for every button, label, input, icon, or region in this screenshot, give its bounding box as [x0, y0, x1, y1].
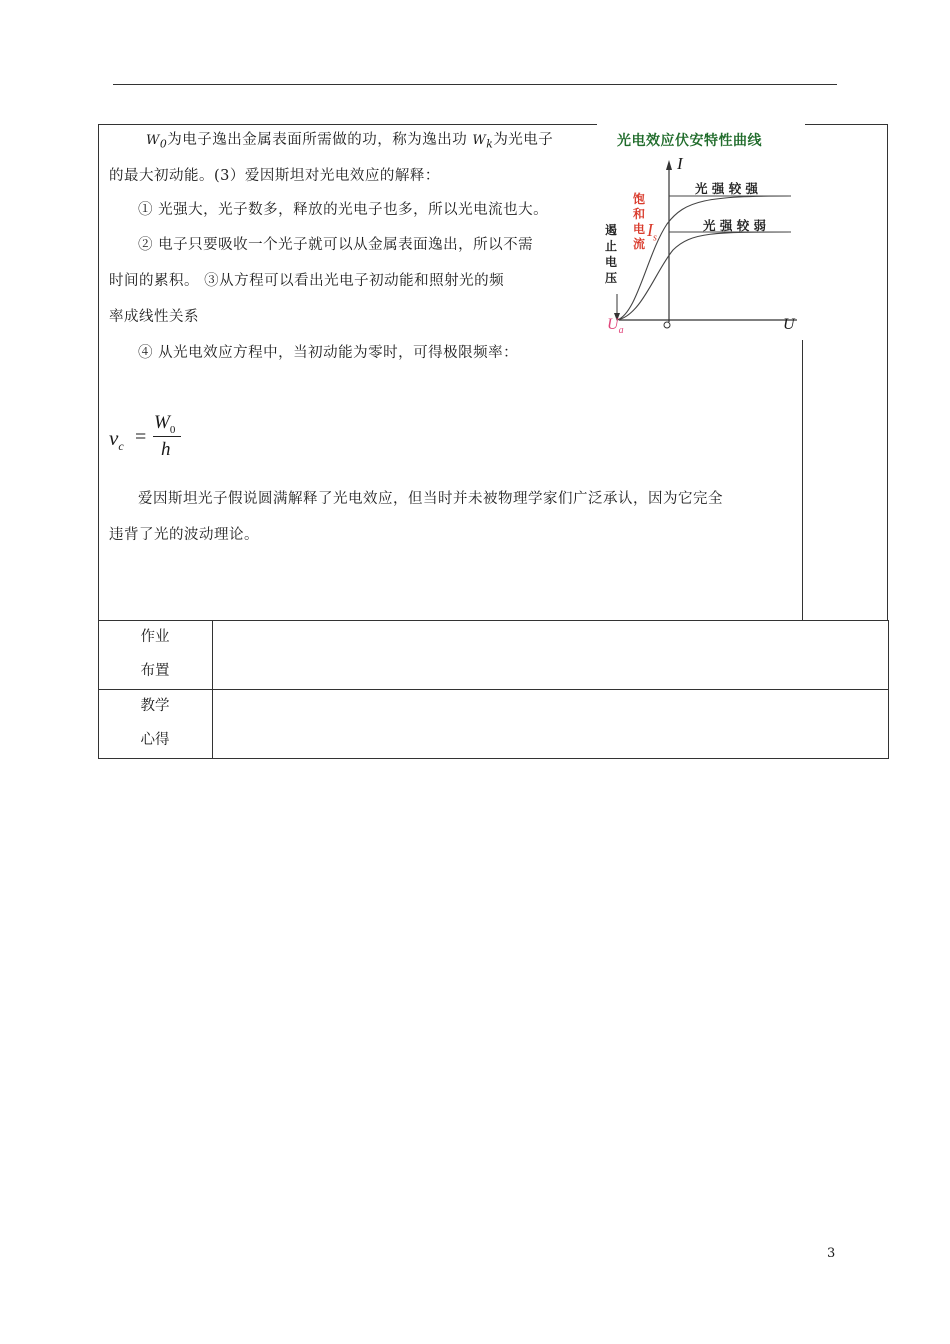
weak-light-label: 光 强 较 弱 [703, 218, 767, 233]
wk-symbol: $W_k$ [472, 133, 494, 151]
text-line-4: ② 电子只要吸收一个光子就可以从金属表面逸出，所以不需 [138, 237, 534, 253]
text-line-9: 违背了光的波动理论。 [109, 527, 259, 543]
text-line-6: 率成线性关系 [109, 309, 199, 325]
text-line-3: ① 光强大，光子数多，释放的光电子也多，所以光电流也大。 [138, 202, 549, 218]
saturation-symbol: $I_s$ [647, 220, 657, 244]
formula-denominator: h [161, 439, 171, 460]
content-inner-border [802, 340, 803, 620]
voltage-axis-label: U [783, 316, 795, 333]
y-axis-arrow [666, 160, 672, 170]
header-rule [113, 84, 837, 85]
fraction-bar [153, 436, 181, 437]
formula-numerator: $W_0$ [154, 412, 176, 436]
table-column-divider [212, 620, 213, 759]
homework-label: 作业 布置 [140, 629, 170, 679]
stopping-voltage-label: 遏 止 电 压 [605, 223, 618, 285]
current-axis-label: I [677, 154, 683, 173]
teaching-notes-label: 教学 心得 [140, 698, 170, 748]
text-line-7: ④ 从光电效应方程中，当初动能为零时，可得极限频率： [138, 345, 519, 361]
page-number: 3 [827, 1246, 836, 1261]
w0-symbol: $W_0$ [146, 133, 168, 151]
text-line-1: $W_0$为电子逸出金属表面所需做的功，称为逸出功 $W_k$为光电子 [146, 132, 554, 151]
text-line-8: 爱因斯坦光子假说圆满解释了光电效应，但当时并未被物理学家们广泛承认，因为它完全 [138, 491, 723, 507]
formula-lhs: $\nu_c$ [109, 426, 124, 454]
saturation-current-label: 饱 和 电 流 [633, 192, 646, 251]
iv-curve-diagram [597, 124, 805, 340]
formula-equals: = [135, 426, 147, 448]
text-line-5: 时间的累积。 ③从方程可以看出光电子初动能和照射光的频 [109, 273, 505, 289]
stopping-voltage-symbol: $U_a$ [607, 316, 624, 337]
text-line-2: 的最大初动能。(3）爱因斯坦对光电效应的解释： [109, 168, 440, 184]
origin-marker [664, 322, 670, 328]
figure-title: 光电效应伏安特性曲线 [617, 133, 762, 149]
strong-light-label: 光 强 较 强 [695, 181, 759, 196]
table-row-divider [98, 689, 889, 690]
iv-curve-figure [597, 124, 805, 340]
